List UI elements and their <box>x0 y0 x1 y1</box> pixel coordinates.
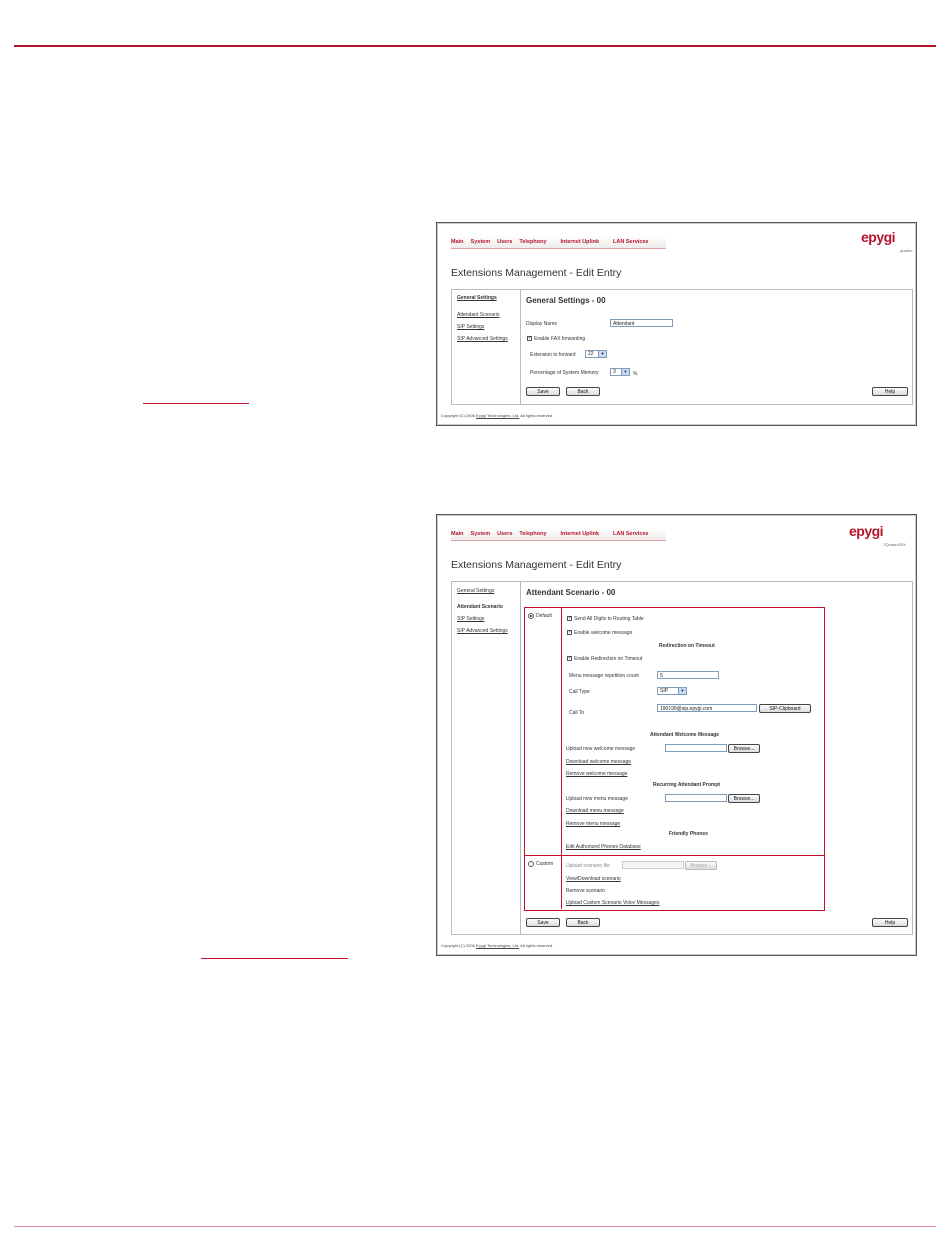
sidebar <box>452 582 521 934</box>
display-name-field[interactable]: Attendant <box>610 319 673 327</box>
back-button[interactable]: Back <box>566 918 600 927</box>
download-welcome-link[interactable]: Download welcome message <box>566 759 632 765</box>
sidebar <box>452 290 521 404</box>
copyright-suffix: All rights reserved. <box>520 413 554 418</box>
chevron-down-icon: ▼ <box>678 688 686 694</box>
copyright <box>441 943 553 948</box>
menu-telephony[interactable]: Telephony <box>519 531 547 537</box>
menu-internet-uplink[interactable]: Internet Uplink <box>560 239 600 245</box>
chevron-down-icon: ▼ <box>598 351 606 357</box>
browse-menu-button[interactable]: Browse... <box>728 794 760 803</box>
upload-scenario-field[interactable] <box>622 861 684 869</box>
edit-authorized-phones-link[interactable]: Edit Authorized Phones Database <box>566 844 641 850</box>
header-rule <box>14 45 936 47</box>
remove-menu-link[interactable]: Remove menu message <box>566 821 621 827</box>
remove-scenario-link[interactable]: Remove scenario <box>566 888 605 894</box>
enable-welcome-label: Enable welcome message <box>574 630 633 636</box>
call-type-value: SIP <box>660 688 669 694</box>
section-title: Attendant Scenario - 00 <box>526 588 616 597</box>
menu-main[interactable]: Main <box>451 531 464 537</box>
system-memory-label: Percentage of System Memory <box>530 370 599 376</box>
enable-redirection-checkbox[interactable]: ✓ <box>568 655 573 661</box>
menu-users[interactable]: Users <box>497 239 513 245</box>
copyright <box>441 413 553 418</box>
sidebar-item-attendant-scenario[interactable]: Attendant Scenario <box>457 312 500 318</box>
friendly-phones-header: Friendly Phones <box>669 831 708 837</box>
copyright-text: Copyright (C) 2006 <box>441 413 475 418</box>
enable-redirection-label: Enable Redirection on Timeout <box>574 656 643 662</box>
menu-system[interactable]: System <box>470 531 491 537</box>
system-memory-value: 3 <box>613 369 616 375</box>
call-type-label: Call Type <box>569 689 590 695</box>
default-radio[interactable] <box>528 613 534 619</box>
menu-telephony[interactable]: Telephony <box>519 239 547 245</box>
save-button[interactable]: Save <box>526 387 560 396</box>
sidebar-item-sip-settings[interactable]: SIP Settings <box>457 324 485 330</box>
fax-forwarding-label: Enable FAX forwarding <box>534 336 586 342</box>
recurring-prompt-header: Recurring Attendant Prompt <box>653 782 721 788</box>
fax-forwarding-checkbox[interactable]: ✓ <box>528 335 533 341</box>
menu-lan-services[interactable]: LAN Services <box>613 239 649 245</box>
redirection-header: Redirection on Timeout <box>659 643 715 649</box>
document-link-underline-1[interactable] <box>143 403 249 404</box>
attendant-scenario-screenshot <box>436 514 917 956</box>
sidebar-item-general-settings[interactable]: General Settings <box>457 295 497 301</box>
custom-radio-label: Custom <box>536 861 554 867</box>
system-memory-select[interactable] <box>610 368 630 376</box>
extension-forward-select[interactable] <box>585 350 607 358</box>
call-to-label: Call To <box>569 710 585 716</box>
content-panel <box>451 581 913 935</box>
epygi-logo: epygi <box>849 523 884 539</box>
call-to-field[interactable]: 190199@sip.epygi.com <box>657 704 757 712</box>
sidebar-item-sip-advanced-settings[interactable]: SIP Advanced Settings <box>457 336 508 342</box>
chevron-down-icon: ▼ <box>621 369 629 375</box>
general-settings-screenshot <box>436 222 917 426</box>
menu-lan-services[interactable]: LAN Services <box>613 531 649 537</box>
copyright-suffix: All rights reserved. <box>520 943 554 948</box>
page-title: Extensions Management - Edit Entry <box>451 267 622 279</box>
option-divider <box>524 855 824 856</box>
send-all-digits-checkbox[interactable]: ✓ <box>568 615 573 621</box>
upload-welcome-field[interactable] <box>665 744 727 752</box>
custom-radio[interactable] <box>528 861 534 867</box>
upload-menu-label: Upload new menu message <box>566 796 628 802</box>
top-menu <box>451 528 666 541</box>
section-title: General Settings - 00 <box>526 296 606 305</box>
document-link-underline-2[interactable] <box>201 958 348 959</box>
upload-menu-field[interactable] <box>665 794 727 802</box>
epygi-logo: epygi <box>861 229 896 245</box>
copyright-link[interactable]: Epygi Technologies, Ltd. <box>475 413 520 418</box>
logo-subtitle: quadro <box>900 248 913 253</box>
logo-subtitle: TQuadro20X <box>883 542 906 547</box>
extension-forward-label: Extension to forward <box>530 352 576 358</box>
welcome-message-header: Attendant Welcome Message <box>650 732 720 738</box>
browse-scenario-button[interactable]: Browse... <box>685 861 717 870</box>
top-menu <box>451 236 666 249</box>
menu-main[interactable]: Main <box>451 239 464 245</box>
copyright-link[interactable]: Epygi Technologies, Ltd. <box>475 943 520 948</box>
browse-welcome-button[interactable]: Browse... <box>728 744 760 753</box>
download-menu-link[interactable]: Download menu message <box>566 808 624 814</box>
option-column-divider <box>561 607 562 909</box>
remove-welcome-link[interactable]: Remove welcome message <box>566 771 628 777</box>
back-button[interactable]: Back <box>566 387 600 396</box>
upload-custom-voice-link[interactable]: Upload Custom Scenario Voice Messages <box>566 900 660 906</box>
display-name-label: Display Name <box>526 321 558 327</box>
content-panel <box>451 289 913 405</box>
help-button[interactable]: Help <box>872 387 908 396</box>
send-all-digits-label: Send All Digits to Routing Table <box>574 616 644 622</box>
call-type-select[interactable] <box>657 687 687 695</box>
sidebar-item-attendant-scenario[interactable]: Attendant Scenario <box>457 604 503 610</box>
upload-welcome-label: Upload new welcome message <box>566 746 636 752</box>
sidebar-item-general-settings[interactable]: General Settings <box>457 588 495 594</box>
menu-repetition-field[interactable]: 5 <box>657 671 719 679</box>
menu-internet-uplink[interactable]: Internet Uplink <box>560 531 600 537</box>
default-radio-label: Default <box>536 613 552 619</box>
sidebar-item-sip-settings[interactable]: SIP Settings <box>457 616 485 622</box>
help-button[interactable]: Help <box>872 918 908 927</box>
footer-rule <box>14 1226 936 1227</box>
view-download-scenario-link[interactable]: View/Download scenario <box>566 876 621 882</box>
copyright-text: Copyright (C) 2006 <box>441 943 475 948</box>
page-title: Extensions Management - Edit Entry <box>451 559 622 571</box>
menu-users[interactable]: Users <box>497 531 513 537</box>
save-button[interactable]: Save <box>526 918 560 927</box>
sidebar-item-sip-advanced-settings[interactable]: SIP Advanced Settings <box>457 628 508 634</box>
menu-system[interactable]: System <box>470 239 491 245</box>
enable-welcome-checkbox[interactable]: ✓ <box>568 629 573 635</box>
memory-unit: % <box>633 371 638 377</box>
menu-repetition-label: Menu message repetition count <box>569 673 639 679</box>
sip-clipboard-button[interactable]: SIP-Clipboard <box>759 704 811 713</box>
upload-scenario-label: Upload scenario file <box>566 863 610 869</box>
extension-forward-value: 22 <box>588 351 594 357</box>
